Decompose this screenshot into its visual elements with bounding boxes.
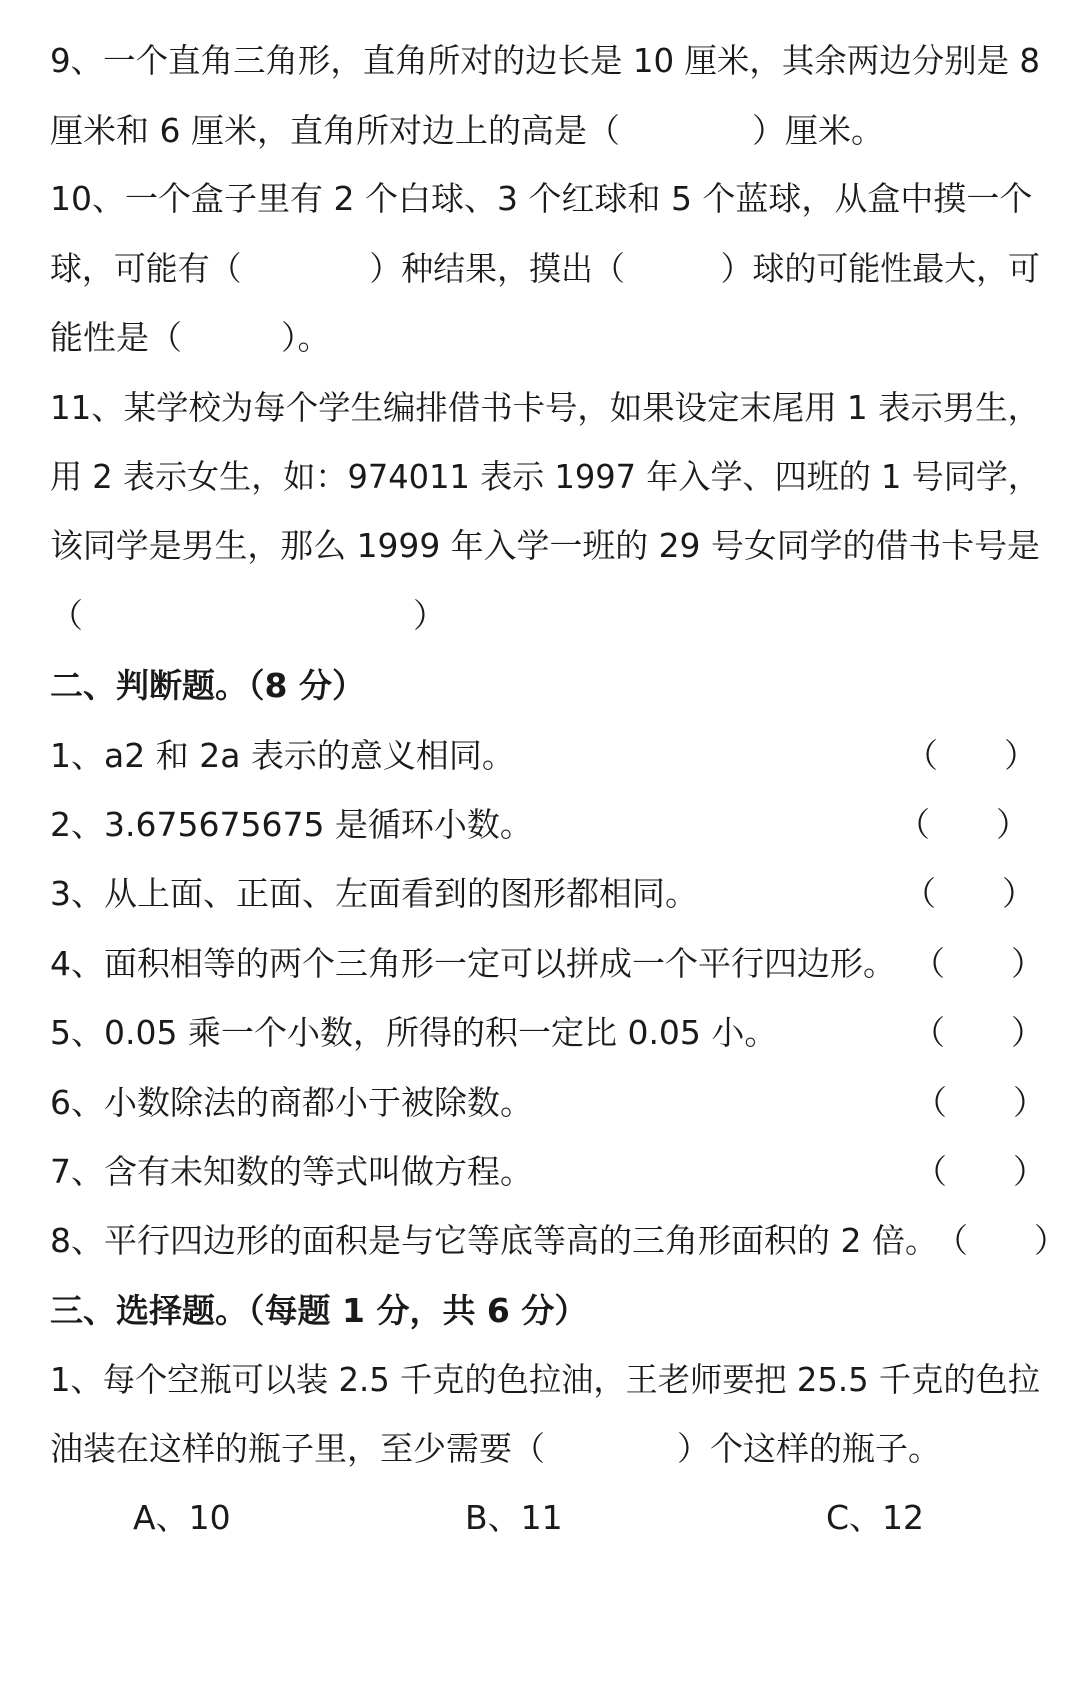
question-11-line-2: 用 2 表示女生，如：974011 表示 1997 年入学、四班的 1 号同学， <box>50 457 1040 496</box>
section-3-title: 三、选择题。（每题 1 分，共 6 分） <box>50 1291 588 1330</box>
judge-item-5-mark: （ ） <box>912 1013 1044 1052</box>
judge-item-7: 7、含有未知数的等式叫做方程。 <box>50 1152 533 1191</box>
judge-item-2: 2、3.675675675 是循环小数。 <box>50 805 533 844</box>
choice-1-option-b: B、11 <box>465 1498 563 1537</box>
choice-1-line-2: 油装在这样的瓶子里，至少需要（ ）个这样的瓶子。 <box>50 1429 941 1468</box>
judge-item-4-mark: （ ） <box>912 944 1044 983</box>
question-10-line-2: 球，可能有（ ）种结果，摸出（ ）球的可能性最大，可 <box>50 249 1040 288</box>
judge-item-4: 4、面积相等的两个三角形一定可以拼成一个平行四边形。 <box>50 944 896 983</box>
question-9-line-1: 9、一个直角三角形，直角所对的边长是 10 厘米，其余两边分别是 8 <box>50 41 1041 80</box>
question-11-answer-blank: （ ） <box>50 596 446 635</box>
judge-item-3-mark: （ ） <box>903 874 1035 913</box>
question-9-line-2: 厘米和 6 厘米，直角所对边上的高是（ ）厘米。 <box>50 111 884 150</box>
choice-1-option-c: C、12 <box>826 1498 925 1537</box>
judge-item-6-mark: （ ） <box>914 1083 1046 1122</box>
question-10-line-1: 10、一个盒子里有 2 个白球、3 个红球和 5 个蓝球，从盒中摸一个 <box>50 179 1033 218</box>
judge-item-1: 1、a2 和 2a 表示的意义相同。 <box>50 736 515 775</box>
judge-item-8: 8、平行四边形的面积是与它等底等高的三角形面积的 2 倍。 <box>50 1221 938 1260</box>
question-10-line-3: 能性是（ ）。 <box>50 318 331 357</box>
section-2-title: 二、判断题。（8 分） <box>50 666 365 705</box>
choice-1-option-a: A、10 <box>133 1498 231 1537</box>
judge-item-5: 5、0.05 乘一个小数，所得的积一定比 0.05 小。 <box>50 1013 778 1052</box>
choice-1-line-1: 1、每个空瓶可以装 2.5 千克的色拉油，王老师要把 25.5 千克的色拉 <box>50 1360 1040 1399</box>
judge-item-7-mark: （ ） <box>914 1152 1046 1191</box>
judge-item-6: 6、小数除法的商都小于被除数。 <box>50 1083 533 1122</box>
judge-item-2-mark: （ ） <box>897 805 1029 844</box>
question-11-line-1: 11、某学校为每个学生编排借书卡号，如果设定末尾用 1 表示男生， <box>50 388 1041 427</box>
judge-item-8-mark: （ ） <box>935 1221 1067 1260</box>
judge-item-1-mark: （ ） <box>905 736 1037 775</box>
question-11-line-3: 该同学是男生，那么 1999 年入学一班的 29 号女同学的借书卡号是 <box>50 526 1040 565</box>
judge-item-3: 3、从上面、正面、左面看到的图形都相同。 <box>50 874 698 913</box>
